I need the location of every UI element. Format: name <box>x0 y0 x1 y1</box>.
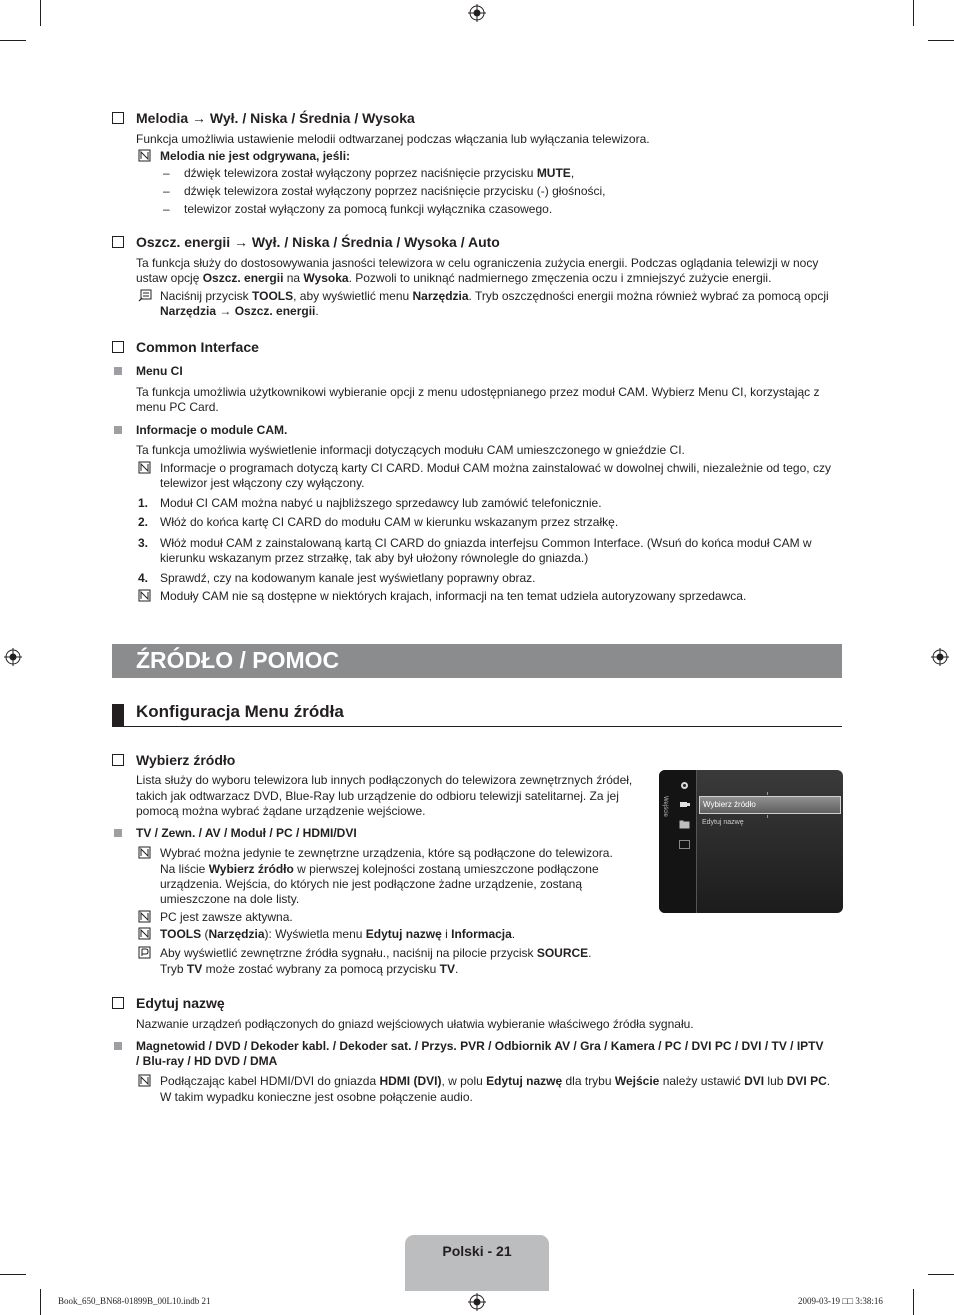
checkbox-bullet-icon <box>112 341 124 353</box>
text: . Pozwoli to uniknąć nadmiernego zmęczenia oczu i zmniejszyć zużycie energii. <box>348 271 772 285</box>
source-desc-line2: takich jak odtwarzacz DVD, Blue-Ray lub urządzenie do odbioru telewizji satelitarnej. Za jej <box>136 789 619 803</box>
text: Na liście <box>160 862 209 876</box>
cam-note-availability: Moduły CAM nie są dostępne w niektórych krajach, informacji na ten temat udziela autoryzowany sprzedawca. <box>160 589 747 603</box>
energy-tools-line1 <box>160 289 829 305</box>
remote-button-icon <box>138 946 151 959</box>
text: Wysoka <box>303 271 349 285</box>
text: Wybierz źródło <box>208 862 294 876</box>
text: należy ustawić <box>659 1074 745 1088</box>
checkbox-bullet-icon <box>112 236 124 248</box>
text: . <box>315 304 319 318</box>
mute-label: MUTE <box>536 166 571 180</box>
text: w pierwszej kolejności zostaną umieszczone podłączone <box>293 862 599 876</box>
source-desc-line3: pomocą można wybrać żądane urządzenie wejściowe. <box>136 804 426 818</box>
crop-mark <box>40 0 41 26</box>
ci-title: Common Interface <box>136 339 259 355</box>
cam-step-2: Włóż do końca kartę CI CARD do modułu CAM w kierunku wskazanym przez strzałkę. <box>160 515 619 529</box>
checkbox-bullet-icon <box>112 997 124 1009</box>
text: . <box>455 962 459 976</box>
tools-icon <box>138 289 152 302</box>
tv-menu-tick <box>767 792 768 795</box>
step-number: 4. <box>138 571 149 585</box>
gear-icon <box>679 781 690 790</box>
text: może zostać wybrany za pomocą przycisku <box>202 962 440 976</box>
rename-options-line1: Magnetowid / DVD / Dekoder kabl. / Dekoder sat. / Przys. PVR / Odbiornik AV / Gra / Kamera / PC / DVI PC / DVI / TV / IPTV <box>136 1039 824 1053</box>
text: . <box>511 927 516 941</box>
melody-item-3: telewizor został wyłączony za pomocą funkcji wyłącznika czasowego. <box>184 202 553 216</box>
folder-icon <box>679 820 690 829</box>
text: ( <box>201 927 209 941</box>
note-icon <box>138 1074 151 1087</box>
cam-note-line1: Informacje o programach dotyczą karty CI CARD. Moduł CAM można zainstalować w dowolnej chwili, niezależnie od tego, czy <box>160 461 831 475</box>
text: TOOLS <box>252 289 294 303</box>
source-note4-line2 <box>160 962 458 978</box>
text: . <box>826 1074 831 1088</box>
note-icon <box>138 149 151 162</box>
text: Narzędzia <box>412 289 469 303</box>
text: SOURCE <box>536 946 589 960</box>
tv-menu-item-label: Wybierz źródło <box>703 800 756 809</box>
dash-bullet: – <box>163 202 170 216</box>
checkbox-bullet-icon <box>112 112 124 124</box>
crop-mark <box>928 40 954 41</box>
text: i <box>441 927 452 941</box>
chapter-title: ŹRÓDŁO / POMOC <box>136 647 340 673</box>
dash-bullet: – <box>163 184 170 198</box>
note-icon <box>138 461 151 474</box>
crop-mark <box>0 1274 26 1275</box>
source-list-subheading: TV / Zewn. / AV / Moduł / PC / HDMI/DVI <box>136 826 357 840</box>
melody-item-1 <box>184 166 574 182</box>
footer-file-info: Book_650_BN68-01899B_00L10.indb 21 <box>58 1296 211 1306</box>
text: Oszcz. energii <box>202 271 284 285</box>
footer-timestamp: 2009-03-19 □□ 3:38:16 <box>798 1296 883 1306</box>
text: lub <box>764 1074 787 1088</box>
tv-menu-screenshot <box>659 770 843 913</box>
crop-mark <box>0 40 26 41</box>
tv-menu-tick <box>767 815 768 818</box>
energy-title: Oszcz. energii → Wył. / Niska / Średnia / Wysoka / Auto <box>136 234 500 250</box>
melody-note <box>160 149 350 165</box>
step-number: 3. <box>138 536 149 550</box>
rename-note-line1 <box>160 1074 830 1090</box>
text: Naciśnij przycisk <box>160 289 253 303</box>
input-plug-icon <box>679 800 690 809</box>
source-title: Wybierz źródło <box>136 752 236 768</box>
cam-step-1: Moduł CI CAM można nabyć u najbliższego sprzedawcy lub zamówić telefonicznie. <box>160 496 602 510</box>
text: dla trybu <box>562 1074 615 1088</box>
registration-mark-icon <box>468 1293 486 1311</box>
ci-menu-desc-line1: Ta funkcja umożliwia użytkownikowi wybieranie opcji z menu udostępnianego przez moduł CAM. Wybierz Menu CI, korzystając z <box>136 385 820 399</box>
page-number-tab <box>405 1235 549 1291</box>
chapter-banner <box>112 644 842 678</box>
ci-menu-desc-line2: menu PC Card. <box>136 400 219 414</box>
rename-heading <box>112 995 225 1011</box>
text: DVI <box>744 1074 765 1088</box>
text: Wejście <box>614 1074 660 1088</box>
crop-mark <box>913 1289 914 1315</box>
text: DVI PC <box>786 1074 827 1088</box>
cam-note-line2: telewizor jest włączony czy wyłączony. <box>160 476 365 490</box>
source-note1-line3: urządzenia. Wejścia, do których nie jest podłączone żadne urządzenie, zostaną <box>160 877 583 891</box>
text: TOOLS <box>160 927 202 941</box>
text: ): Wyświetla menu <box>264 927 366 941</box>
square-bullet-icon <box>114 829 122 837</box>
rename-options-line2: / Blu-ray / HD DVD / DMA <box>136 1054 278 1068</box>
text: . Tryb oszczędności energii można również wybrać za pomocą opcji <box>468 289 829 303</box>
text: HDMI (DVI) <box>379 1074 442 1088</box>
text: , w polu <box>441 1074 487 1088</box>
text: Aby wyświetlić zewnętrzne źródła sygnału., naciśnij na pilocie przycisk <box>160 946 537 960</box>
step-number: 1. <box>138 496 149 510</box>
crop-mark <box>928 1274 954 1275</box>
cam-step-3-line2: kierunku wskazanym przez strzałkę, tak aby był ułożony równolegle do gniazda.) <box>160 551 589 565</box>
cam-info-desc: Ta funkcja umożliwia wyświetlenie informacji dotyczących modułu CAM umieszczonego w gnieździe CI. <box>136 443 685 457</box>
note-icon <box>138 910 151 923</box>
square-bullet-icon <box>114 426 122 434</box>
square-bullet-icon <box>114 1042 122 1050</box>
registration-mark-icon <box>931 648 949 666</box>
text: Informacja <box>451 927 512 941</box>
energy-heading <box>112 234 500 250</box>
crop-mark <box>913 0 914 26</box>
note-icon <box>138 846 151 859</box>
ci-menu-subheading: Menu CI <box>136 364 183 378</box>
section-rule <box>112 726 842 727</box>
tv-menu-separator <box>696 770 697 913</box>
melody-title: Melodia → Wył. / Niska / Średnia / Wysoka <box>136 110 415 126</box>
rename-desc: Nazwanie urządzeń podłączonych do gniazd wejściowych ułatwia wybieranie właściwego źródła sygnału. <box>136 1017 694 1031</box>
source-note4-line1 <box>160 946 592 962</box>
text: Tryb <box>160 962 187 976</box>
section-marker <box>112 704 124 726</box>
melody-item-2: dźwięk telewizora został wyłączony poprzez naciśnięcie przycisku (-) głośności, <box>184 184 606 198</box>
text: Podłączając kabel HDMI/DVI do gniazda <box>160 1074 380 1088</box>
tv-menu-item-selected[interactable] <box>699 796 841 814</box>
note-icon <box>138 589 151 602</box>
dash-bullet: – <box>163 166 170 180</box>
text: ustaw opcję <box>136 271 203 285</box>
step-number: 2. <box>138 515 149 529</box>
source-note1-line2 <box>160 862 599 878</box>
text: , aby wyświetlić menu <box>293 289 413 303</box>
text: Narzędzia <box>208 927 265 941</box>
source-heading <box>112 752 235 768</box>
text: dźwięk telewizora został wyłączony poprzez naciśnięcie przycisku <box>184 166 537 180</box>
source-note3 <box>160 927 515 943</box>
text: TV <box>186 962 203 976</box>
energy-tools-line2 <box>160 304 319 320</box>
energy-desc-line1: Ta funkcja służy do dostosowywania jasności telewizora w celu ograniczenia zużycia energii. Podczas oglądania telewizji w nocy <box>136 256 819 270</box>
rename-title: Edytuj nazwę <box>136 995 225 1011</box>
text: . <box>588 946 592 960</box>
text: na <box>283 271 304 285</box>
ci-heading <box>112 339 259 355</box>
text: Edytuj nazwę <box>365 927 442 941</box>
rename-note-line2: W takim wypadku konieczne jest osobne połączenie audio. <box>160 1090 473 1104</box>
tv-menu-sidebar <box>659 770 697 913</box>
source-note2: PC jest zawsze aktywna. <box>160 910 293 924</box>
screen-icon <box>679 840 690 849</box>
melody-note-text: Melodia nie jest odgrywana, jeśli: <box>160 149 351 163</box>
square-bullet-icon <box>114 367 122 375</box>
source-note1-line1: Wybrać można jedynie te zewnętrzne urządzenia, które są podłączone do telewizora. <box>160 846 613 860</box>
text: Narzędzia → Oszcz. energii <box>160 304 316 318</box>
cam-step-3-line1: Włóż moduł CAM z zainstalowaną kartą CI CARD do gniazda interfejsu Common Interface. (Wsuń do końca moduł CAM w <box>160 536 812 550</box>
melody-description: Funkcja umożliwia ustawienie melodii odtwarzanej podczas włączania lub wyłączania telewizora. <box>136 132 650 146</box>
checkbox-bullet-icon <box>112 754 124 766</box>
registration-mark-icon <box>468 4 486 22</box>
energy-desc-line2 <box>136 271 771 287</box>
note-icon <box>138 927 151 940</box>
source-note1-line4: umieszczone na dole listy. <box>160 892 300 906</box>
tv-menu-item[interactable]: Edytuj nazwę <box>702 819 744 826</box>
registration-mark-icon <box>4 648 22 666</box>
crop-mark <box>40 1289 41 1315</box>
tv-menu-vertical-label: Wejście <box>662 796 668 817</box>
page-number: Polski - 21 <box>442 1243 512 1259</box>
text: TV <box>439 962 455 976</box>
text: , <box>570 166 575 180</box>
text: Edytuj nazwę <box>486 1074 563 1088</box>
section-title: Konfiguracja Menu źródła <box>136 702 344 721</box>
cam-info-subheading: Informacje o module CAM. <box>136 423 288 437</box>
melody-heading <box>112 110 415 126</box>
source-desc-line1: Lista służy do wyboru telewizora lub innych podłączonych do telewizora zewnętrznych źródeł, <box>136 773 633 787</box>
cam-step-4: Sprawdź, czy na kodowanym kanale jest wyświetlany poprawny obraz. <box>160 571 536 585</box>
